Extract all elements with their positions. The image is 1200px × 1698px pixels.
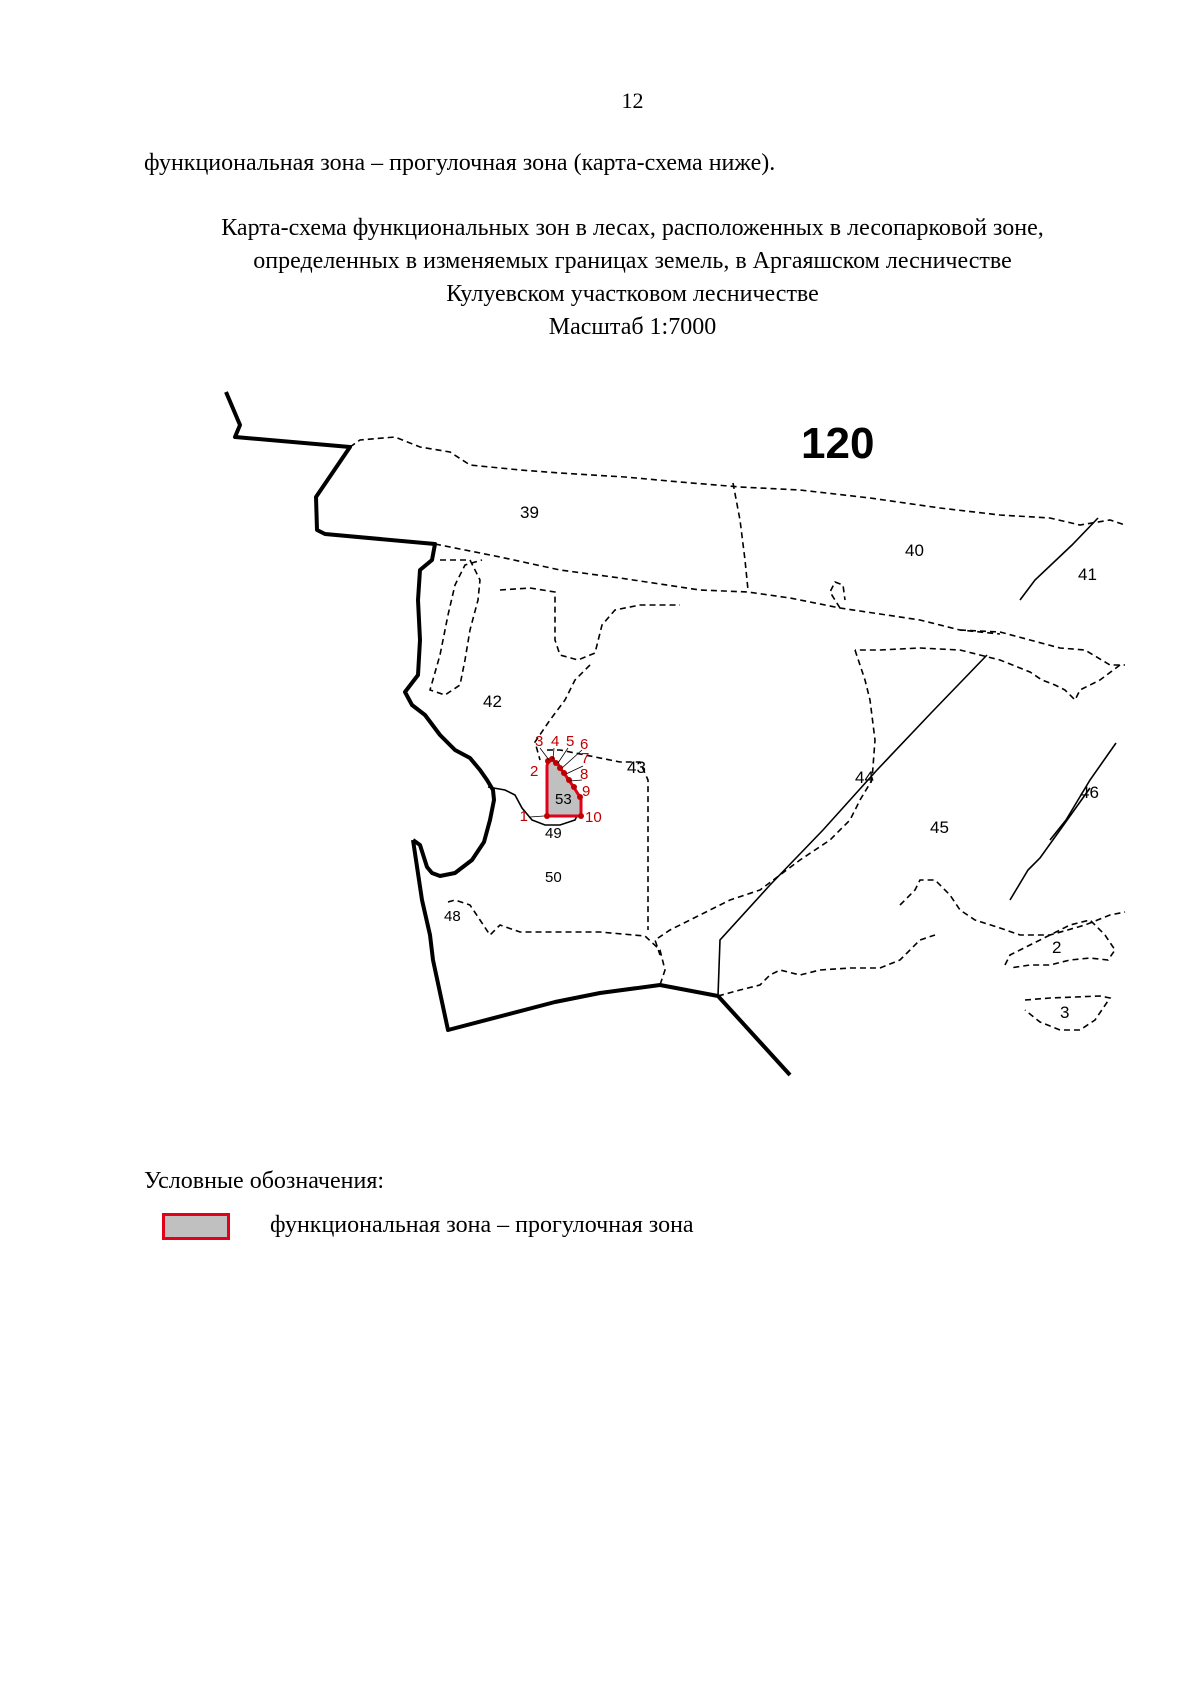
point-label-6: 6 <box>580 736 589 753</box>
compartment-39: 39 <box>520 503 539 522</box>
point-label-4: 4 <box>551 733 560 750</box>
compartment-3: 3 <box>1060 1003 1070 1022</box>
legend-swatch-recreation-zone <box>162 1213 230 1240</box>
point-label-3: 3 <box>535 733 544 750</box>
compartment-lines-dashed <box>350 437 1125 1030</box>
compartment-40: 40 <box>905 541 924 560</box>
compartment-46: 46 <box>1080 783 1099 802</box>
point-label-2: 2 <box>530 763 539 780</box>
compartment-43: 43 <box>627 758 646 777</box>
compartment-42: 42 <box>483 692 502 711</box>
compartment-48: 48 <box>444 908 461 925</box>
point-label-8: 8 <box>580 766 589 783</box>
map-scale: Масштаб 1:7000 <box>548 314 717 340</box>
point-label-9: 9 <box>582 783 591 800</box>
compartment-50: 50 <box>545 869 562 886</box>
compartment-41: 41 <box>1078 565 1097 584</box>
point-label-1: 1 <box>519 808 528 825</box>
page-number: 12 <box>621 88 644 113</box>
map-title-line-3: Кулуевском участковом лесничестве <box>446 281 819 307</box>
compartment-45: 45 <box>930 818 949 837</box>
land-boundary <box>226 392 790 1075</box>
compartment-2: 2 <box>1052 938 1062 957</box>
point-label-5: 5 <box>566 733 575 750</box>
map-title-line-2: определенных в изменяемых границах земель, в Аргаяшском лесничестве <box>253 248 1012 274</box>
compartment-44: 44 <box>855 768 874 787</box>
intro-text: функциональная зона – прогулочная зона (карта-схема ниже). <box>144 150 776 176</box>
quarter-number: 120 <box>801 419 875 468</box>
point-label-7: 7 <box>581 750 590 767</box>
compartment-labels <box>483 503 1099 1022</box>
legend-title: Условные обозначения: <box>144 1168 385 1194</box>
point-label-10: 10 <box>585 809 602 826</box>
compartment-49: 49 <box>545 825 562 842</box>
map-title-line-1: Карта-схема функциональных зон в лесах, расположенных в лесопарковой зоне, <box>221 215 1044 241</box>
compartment-53: 53 <box>555 791 572 808</box>
legend-label-recreation-zone: функциональная зона – прогулочная зона <box>270 1212 694 1238</box>
